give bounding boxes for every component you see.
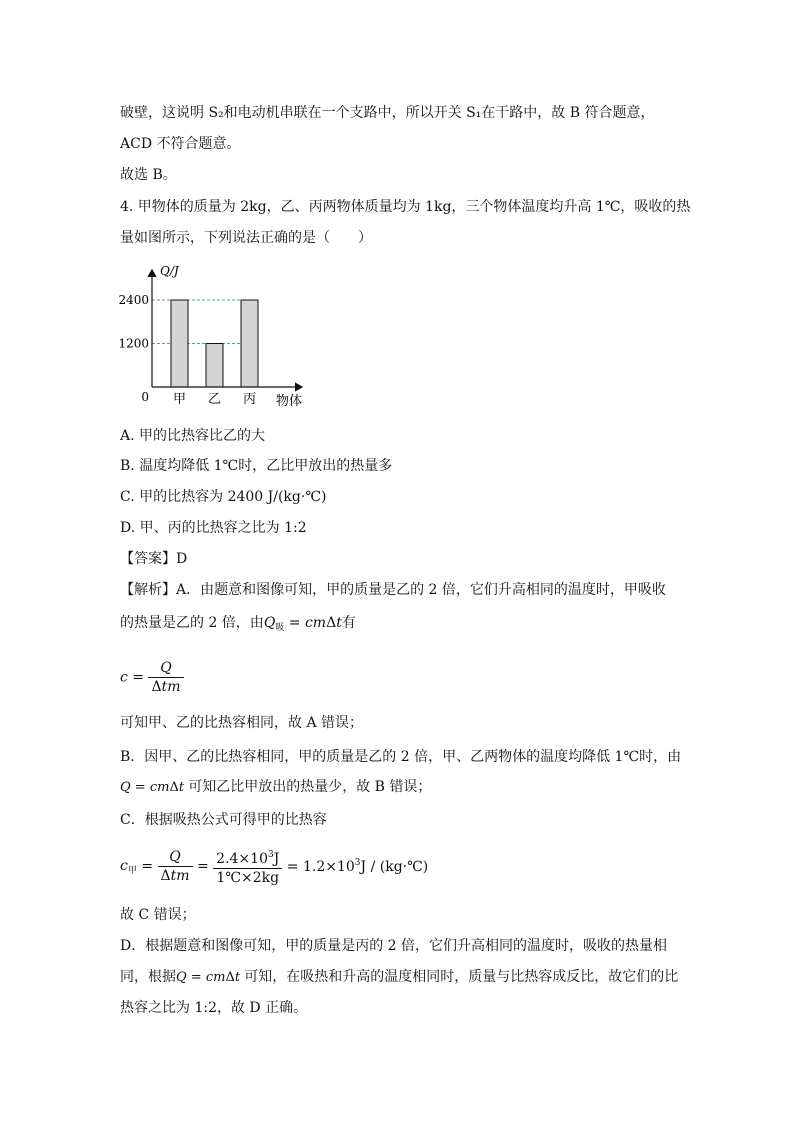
y-tick-label: 1200 xyxy=(118,336,149,351)
explanation-line: C．根据吸热公式可得甲的比热容 xyxy=(120,812,327,828)
explanation-line: D．根据题意和图像可知，甲的质量是丙的 2 倍，它们升高相同的温度时，吸收的热量相 xyxy=(120,938,668,954)
explanation-line: 同，根据Q = cmΔt 可知，在吸热和升高的温度相同时，质量与比热容成反比，故它们的比 xyxy=(120,969,679,985)
text-line: 故选 B。 xyxy=(120,167,177,183)
question-4-stem: 4. 甲物体的质量为 2kg，乙、丙两物体质量均为 1kg，三个物体温度均升高 1℃，吸收的热 xyxy=(120,199,691,215)
y-tick-label: 2400 xyxy=(118,293,149,307)
formula-inline: Q = cmΔt xyxy=(120,780,189,795)
option-d: D. 甲、丙的比热容之比为 1:2 xyxy=(120,520,307,536)
option-c: C. 甲的比热容为 2400 J/(kg·℃) xyxy=(120,489,327,505)
option-b: B. 温度均降低 1℃时，乙比甲放出的热量多 xyxy=(120,458,393,474)
x-tick-label: 乙 xyxy=(207,392,222,407)
formula-inline: $Q_吸 = cm\Delta t$ xyxy=(263,615,342,633)
explanation-line: 热容之比为 1:2，故 D 正确。 xyxy=(120,1000,308,1016)
origin-label: 0 xyxy=(141,390,149,404)
x-tick-label: 丙 xyxy=(242,392,257,407)
y-axis-label: Q/J xyxy=(160,264,179,278)
bar-2 xyxy=(206,344,223,388)
explanation-line: Q = cmΔt 可知乙比甲放出的热量少，故 B 错误； xyxy=(120,779,432,795)
formula-c: c = $\frac{Q}{\text{Δtm}}$ xyxy=(120,659,184,696)
text-line: ACD 不符合题意。 xyxy=(120,136,241,152)
formula-inline: Q = cmΔt xyxy=(176,970,245,985)
option-a: A. 甲的比热容比乙的大 xyxy=(120,428,266,444)
text-line: 破壁，这说明 S₂和电动机串联在一个支路中，所以开关 S₁在干路中，故 B 符合题意， xyxy=(120,105,655,121)
explanation-line: 故 C 错误； xyxy=(120,907,196,923)
answer: 【答案】D xyxy=(120,551,188,567)
explanation-line: 的热量是乙的 2 倍，由$Q_吸 = cm\Delta t$有 xyxy=(120,615,356,633)
explanation-line: 【解析】A．由题意和图像可知，甲的质量是乙的 2 倍，它们升高相同的温度时，甲吸收 xyxy=(120,582,666,598)
heat-bar-chart xyxy=(118,258,318,410)
explanation-line: 可知甲、乙的比热容相同，故 A 错误； xyxy=(120,715,364,731)
bar-3 xyxy=(241,300,258,387)
x-axis-label: 物体 xyxy=(276,394,303,409)
formula-c-jia: $c_甲$ = $\frac{Q}{\text{Δtm}}$ = $\frac{2.4\times 10^3J}{1℃\times 2kg}$ = $1.2\times 10^3J$ / (kg·℃) xyxy=(120,846,428,887)
bar-1 xyxy=(171,300,188,387)
explanation-line: B．因甲、乙的比热容相同，甲的质量是乙的 2 倍，甲、乙两物体的温度均降低 1℃时，由 xyxy=(120,749,682,765)
x-tick-label: 甲 xyxy=(172,392,187,407)
question-4-stem: 量如图所示，下列说法正确的是（ ） xyxy=(120,230,372,246)
